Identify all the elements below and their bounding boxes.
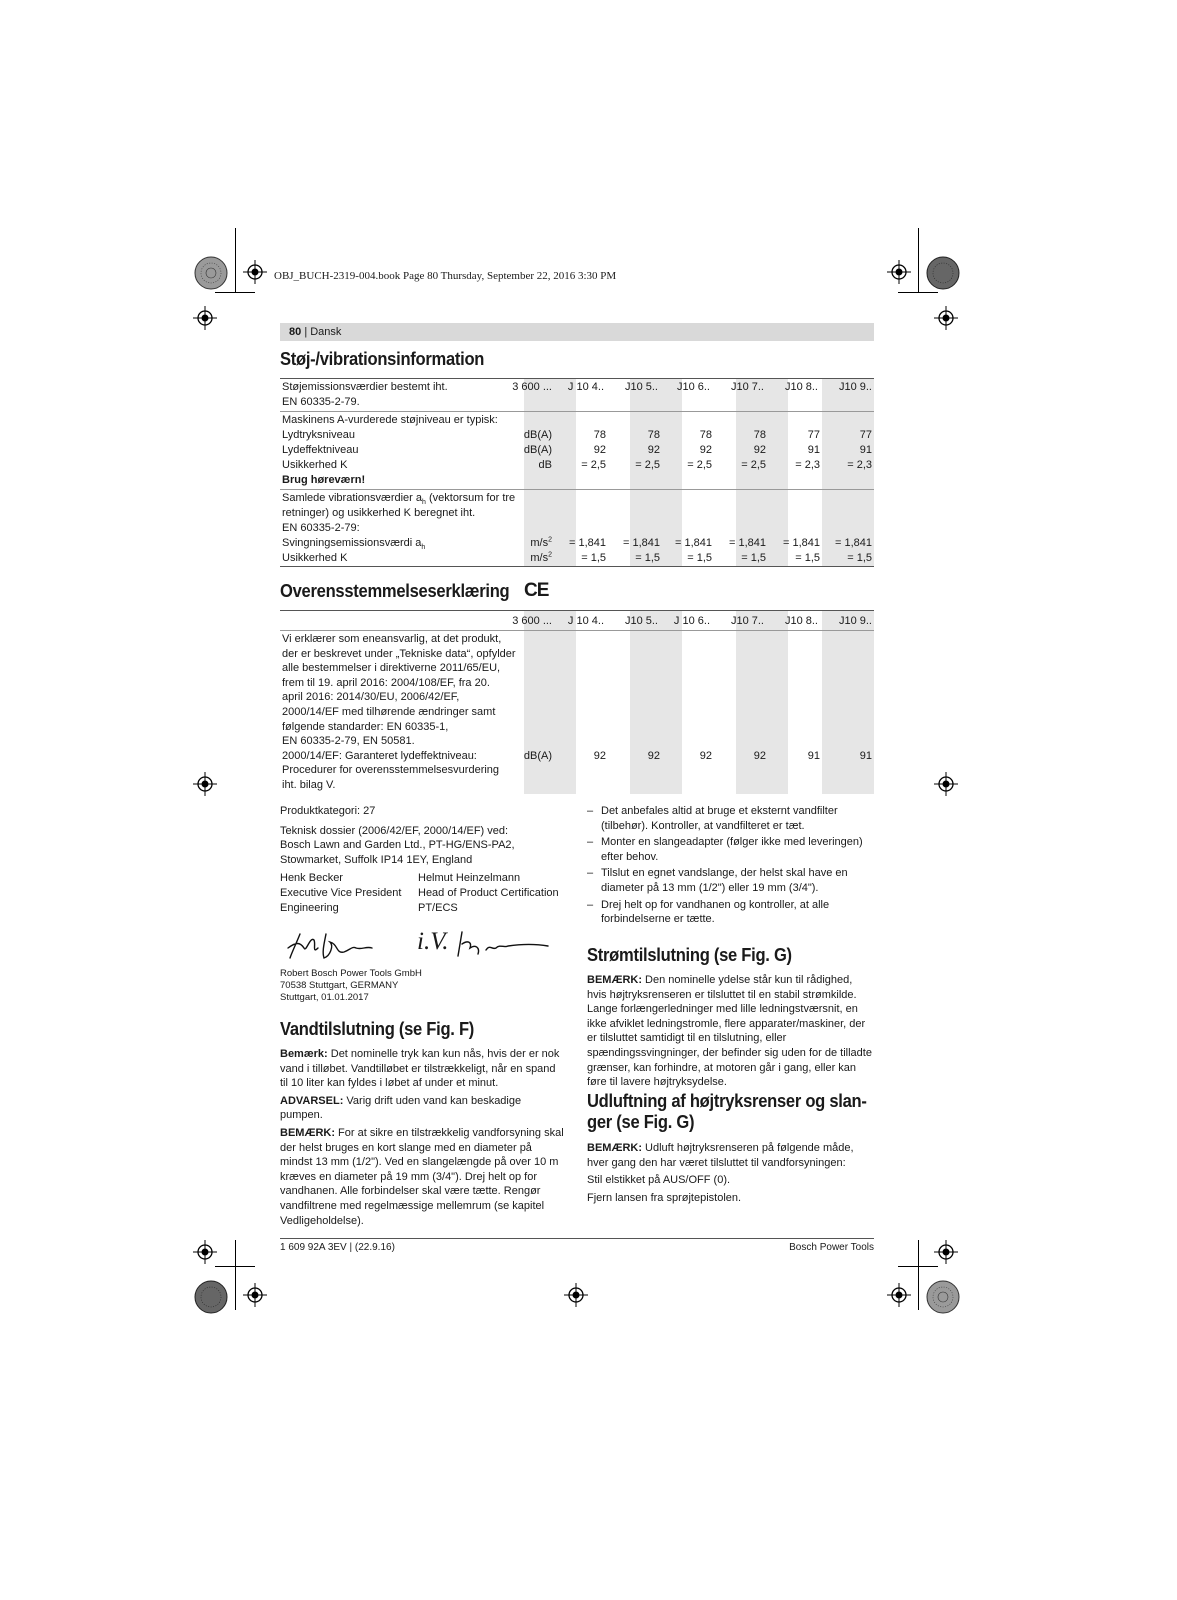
vent-section-body: [587, 1141, 874, 1208]
registration-mark-icon: [243, 1283, 267, 1307]
registration-mark-icon: [564, 1283, 588, 1307]
page-section: | Dansk: [304, 326, 342, 338]
vibration-intro: retninger) og usikkerhed K beregnet iht.: [282, 507, 476, 519]
page-header-bar: [280, 323, 874, 341]
vent-step: Stil elstikket på AUS/OFF (0).: [587, 1174, 731, 1187]
left-column: [280, 804, 570, 917]
table-cell: 91: [807, 750, 820, 762]
row-unit: dB(A): [523, 429, 552, 441]
crop-line: [898, 1266, 938, 1267]
table-cell: 78: [647, 429, 660, 441]
table-cell: = 2,5: [741, 459, 766, 471]
tech-dossier: Teknisk dossier (2006/42/EF, 2000/14/EF) ved: Bosch Lawn and Garden Ltd., PT-HG/ENS-PA2, Stowmarket, Suffolk IP14 1EY, England: [280, 824, 515, 866]
table-cell: = 2,5: [581, 459, 606, 471]
list-item: – Tilslut en egnet vandslange, der helst skal have en diameter på 13 mm (1/2") eller 19 mm (3/4").: [587, 866, 874, 895]
table-cell: = 1,5: [741, 552, 766, 564]
table-cell: 91: [807, 444, 820, 456]
hearing-protection-note: Brug høreværn!: [282, 474, 366, 486]
declaration-text: Vi erklærer som eneansvarlig, at det produkt, der er beskrevet under „Tekniske data“, opfylder alle bestemmelser i direktiverne 2011/65/EU, frem til 19. april 2016: 2004/108/EF, fra 20. april 2016: 2014/30/EU, 2006/42/EF, 2000/14/EF med tilhørende ændringer samt følgende standarder: EN 60335-1, EN 60335-2-79, EN 50581. 2000/14/EF: Garanteret lydeffektniveau: Procedurer for overensstemmelsesvurdering iht. bilag V.: [282, 633, 516, 791]
company-address: Robert Bosch Power Tools GmbH 70538 Stuttgart, GERMANY Stuttgart, 01.01.2017: [280, 968, 422, 1003]
conformity-section-title: Overensstemmelseserklæring: [280, 581, 510, 601]
table-cell: = 1,5: [847, 552, 872, 564]
registration-mark-icon: [887, 260, 911, 284]
power-section-title: Strømtilslutning (se Fig. G): [587, 945, 792, 965]
row-label: Lydeffektniveau: [282, 444, 359, 456]
page-footer: [280, 1238, 874, 1253]
water-warning: ADVARSEL: Varig drift uden vand kan beskadige pumpen.: [280, 1094, 522, 1122]
table-cell: 92: [699, 444, 712, 456]
column-header: J10 8..: [784, 381, 818, 393]
footer-brand: Bosch Power Tools: [789, 1242, 874, 1253]
registration-mark-icon: [193, 1240, 217, 1264]
ce-mark-icon: CE: [524, 580, 549, 601]
row-label: Svingningsemissionsværdi $a_h$: [282, 537, 426, 552]
signers: [280, 871, 570, 917]
registration-mark-icon: [934, 1240, 958, 1264]
table-cell: 92: [593, 750, 606, 762]
crop-line: [898, 292, 938, 293]
crop-line: [235, 1240, 236, 1310]
table-cell: = 1,5: [795, 552, 820, 564]
row-unit: $m/s^2$: [530, 536, 552, 549]
column-header: J 10 4..: [567, 381, 604, 393]
table-cell: 92: [753, 444, 766, 456]
table-cell: 92: [699, 750, 712, 762]
column-header: J10 5..: [624, 381, 658, 393]
vibration-intro: Samlede vibrationsværdier $a_h$ (vektorsum for tre: [282, 492, 516, 507]
registration-mark-icon: [934, 306, 958, 330]
vent-step: Fjern lansen fra sprøjtepistolen.: [587, 1191, 742, 1204]
table-cell: 78: [699, 429, 712, 441]
column-header: J10 6..: [676, 381, 710, 393]
crop-line: [918, 1240, 919, 1310]
color-target-disc-icon: [194, 256, 228, 290]
signer-2: Helmut Heinzelmann Head of Product Certification PT/ECS: [418, 872, 559, 914]
table-cell: = 1,5: [581, 552, 606, 564]
table-cell: = 2,5: [635, 459, 660, 471]
crop-line: [215, 292, 255, 293]
table-cell: = 2,3: [795, 459, 820, 471]
table-cell: 92: [753, 750, 766, 762]
vent-section-title: Udluftning af højtryksrenser og slan- ger (se Fig. G): [587, 1091, 867, 1132]
color-target-disc-icon: [926, 1280, 960, 1314]
column-header: J10 9..: [838, 381, 872, 393]
noise-section-title: Støj-/vibrationsinformation: [280, 349, 485, 369]
table-cell: = 2,3: [847, 459, 872, 471]
row-label: Lydtryksniveau: [282, 429, 355, 441]
power-note: BEMÆRK: Den nominelle ydelse står kun til rådighed, hvis højtryksrenseren er tilsluttet til en stabil strømkilde. Lange forlængerledninger med lille ledningstværsnit, en ikke afviklet ledningstromle, flere apparater/maskiner, der er tilsluttet samtidigt til en tilslutning, eller spændingssvingninger, der befinder sig uden for de tilladte grænser, kan forhindre, at motoren går i gang, eller kan føre til lavere højtryksydelse.: [587, 974, 872, 1089]
table-cell: = 1,841: [674, 537, 712, 549]
column-header: J10 7..: [730, 381, 764, 393]
row-unit: dB(A): [523, 750, 552, 762]
noise-standard-label: Støjemissionsværdier bestemt iht.: [282, 381, 448, 393]
page-number: 80: [289, 326, 302, 338]
right-column: [587, 804, 874, 929]
power-section-body: [587, 973, 874, 1093]
noise-standard-ref: EN 60335-2-79.: [282, 396, 360, 408]
row-label: Usikkerhed K: [282, 552, 348, 564]
crop-line: [235, 228, 236, 293]
footer-doc-id: 1 609 92A 3EV | (22.9.16): [280, 1242, 395, 1253]
signature-iv: i.V.: [417, 928, 449, 955]
row-unit: $m/s^2$: [530, 551, 552, 564]
table-cell: 92: [647, 750, 660, 762]
conformity-table: [280, 610, 874, 794]
table-cell: 78: [753, 429, 766, 441]
table-cell: 92: [647, 444, 660, 456]
column-header: J10 8..: [784, 615, 818, 627]
registration-mark-icon: [887, 1283, 911, 1307]
registration-mark-icon: [193, 306, 217, 330]
color-target-disc-icon: [194, 1280, 228, 1314]
a-weighted-intro: Maskinens A-vurderede støjniveau er typisk:: [282, 414, 498, 426]
registration-mark-icon: [934, 772, 958, 796]
column-header: J 10 6..: [673, 615, 710, 627]
color-target-disc-icon: [926, 256, 960, 290]
table-cell: = 1,5: [687, 552, 712, 564]
column-header: 3 600 ...: [512, 615, 552, 627]
table-cell: = 2,5: [687, 459, 712, 471]
list-item: – Det anbefales altid at bruge et eksternt vandfilter (tilbehør). Kontroller, at vandfilteret er tæt.: [587, 804, 874, 833]
column-header: J10 7..: [730, 615, 764, 627]
water-section-body: [280, 1047, 566, 1231]
list-item: – Monter en slangeadapter (følger ikke med leveringen) efter behov.: [587, 835, 874, 864]
water-note-2: BEMÆRK: For at sikre en tilstrækkelig vandforsyning skal der helst bruges en kort slange med en diameter på mindst 13 mm (1/2"). Ved en slangelængde på over 10 m kræves en diameter på 19 mm (3/4"). Drej helt op for vandhanen. Alle forbindelser skal være tætte. Rengør vandfiltrene med regelmæssige mellemrum (se kapitel Vedligeholdelse).: [280, 1126, 564, 1227]
file-info: OBJ_BUCH-2319-004.book Page 80 Thursday, September 22, 2016 3:30 PM: [274, 270, 617, 282]
table-cell: 91: [859, 750, 872, 762]
water-section-title: Vandtilslutning (se Fig. F): [280, 1019, 475, 1039]
water-note: Bemærk: Det nominelle tryk kan kun nås, hvis der er nok vand i tilløbet. Vandtilløbet er tilstrækkeligt, når en spand til 10 liter kan fyldes i løbet af under et minut.: [280, 1048, 560, 1090]
vibration-intro: EN 60335-2-79:: [282, 522, 360, 534]
registration-mark-icon: [193, 772, 217, 796]
crop-line: [918, 228, 919, 293]
table-cell: = 1,841: [834, 537, 872, 549]
column-header: J 10 4..: [567, 615, 604, 627]
row-unit: dB(A): [523, 444, 552, 456]
vent-note: BEMÆRK: Udluft højtryksrenseren på følgende måde, hver gang den har været tilsluttet til vandforsyningen:: [587, 1142, 854, 1169]
table-cell: 78: [593, 429, 606, 441]
registration-mark-icon: [243, 260, 267, 284]
column-header: J10 5..: [624, 615, 658, 627]
row-unit: dB: [538, 459, 552, 471]
table-cell: = 1,841: [568, 537, 606, 549]
noise-table: [280, 378, 874, 566]
row-label: Usikkerhed K: [282, 459, 348, 471]
table-cell: = 1,841: [622, 537, 660, 549]
crop-line: [215, 1266, 255, 1267]
column-header: J10 9..: [838, 615, 872, 627]
table-cell: = 1,841: [728, 537, 766, 549]
list-item: – Drej helt op for vandhanen og kontroller, at alle forbindelserne er tætte.: [587, 898, 874, 927]
column-header: 3 600 ...: [512, 381, 552, 393]
product-category: Produktkategori: 27: [280, 805, 376, 817]
signer-1: Henk Becker Executive Vice President Engineering: [280, 872, 402, 914]
table-cell: 77: [859, 429, 872, 441]
table-cell: 91: [859, 444, 872, 456]
table-cell: 77: [807, 429, 820, 441]
table-cell: 92: [593, 444, 606, 456]
table-cell: = 1,5: [635, 552, 660, 564]
table-cell: = 1,841: [782, 537, 820, 549]
